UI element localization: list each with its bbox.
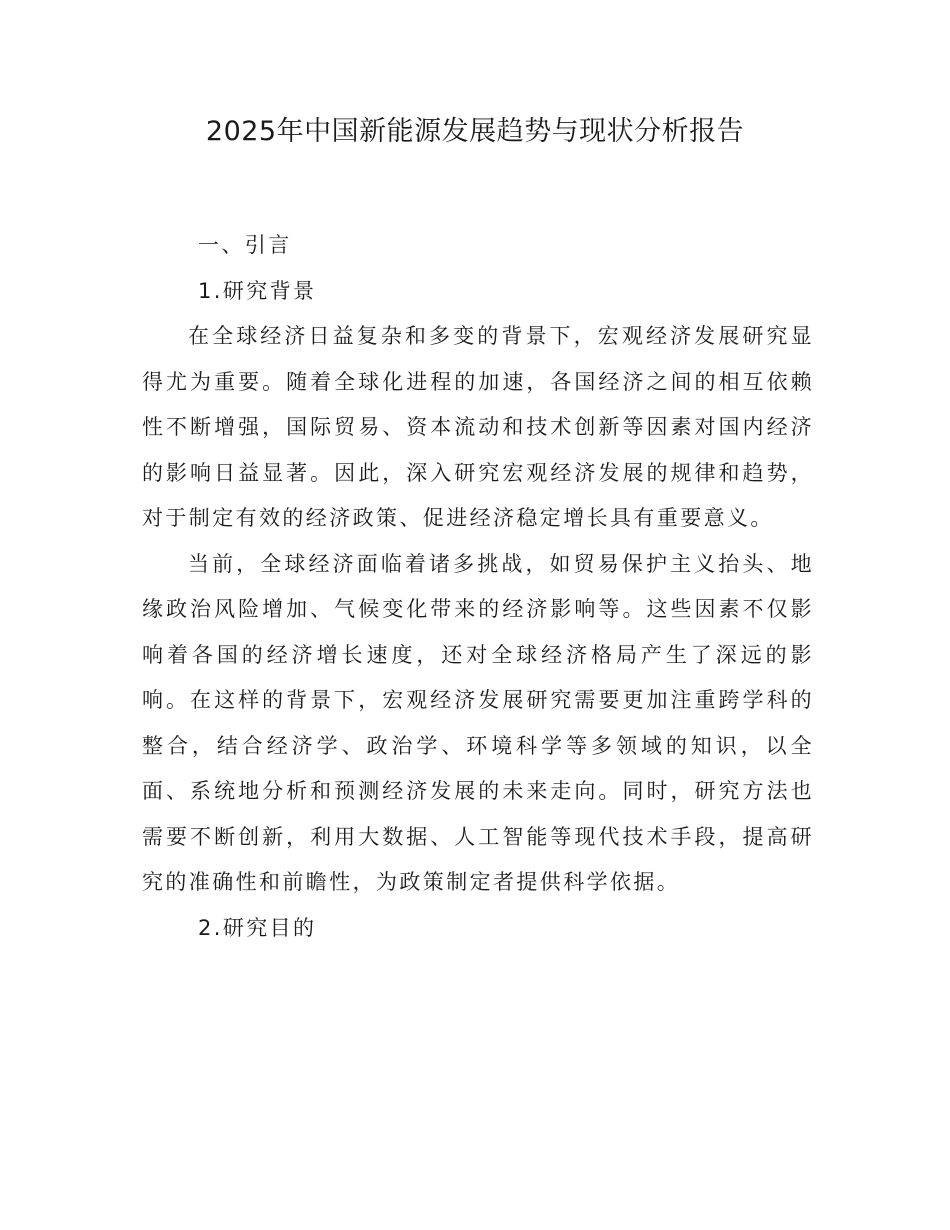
section-heading-intro: 一、引言 (198, 233, 292, 257)
document-body (142, 223, 814, 951)
subsection-heading-background: 1.研究背景 (198, 278, 317, 303)
paragraph-background-1: 在全球经济日益复杂和多变的背景下，宏观经济发展研究显得尤为重要。随着全球化进程的加速，各国经济之间的相互依赖性不断增强，国际贸易、资本流动和技术创新等因素对国内经济的影响日益显著。因此，深入研究宏观经济发展的规律和趋势，对于制定有效的经济政策、促进经济稳定增长具有重要意义。 (142, 324, 814, 530)
paragraph-background-2: 当前，全球经济面临着诸多挑战，如贸易保护主义抬头、地缘政治风险增加、气候变化带来的经济影响等。这些因素不仅影响着各国的经济增长速度，还对全球经济格局产生了深远的影响。在这样的背景下，宏观经济发展研究需要更加注重跨学科的整合，结合经济学、政治学、环境科学等多领域的知识，以全面、系统地分析和预测经济发展的未来走向。同时，研究方法也需要不断创新，利用大数据、人工智能等现代技术手段，提高研究的准确性和前瞻性，为政策制定者提供科学依据。 (142, 551, 814, 894)
document-title: 2025年中国新能源发展趋势与现状分析报告 (205, 116, 745, 147)
subsection-heading-purpose: 2.研究目的 (198, 915, 317, 940)
